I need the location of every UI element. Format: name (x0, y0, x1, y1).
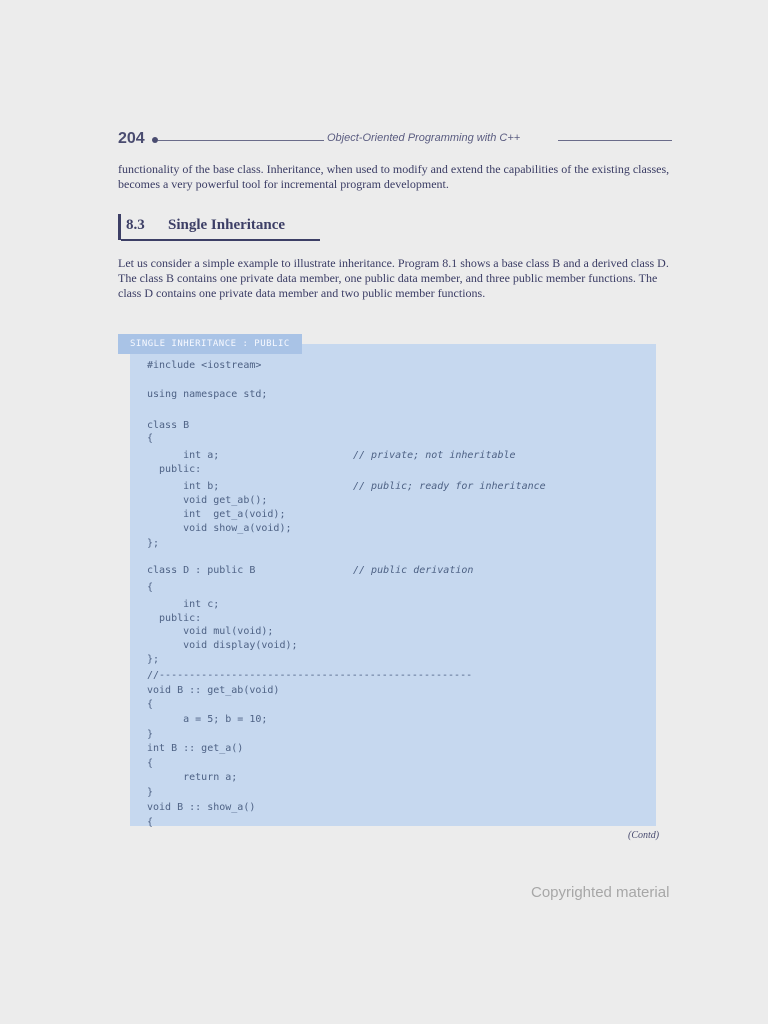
code-line (147, 538, 159, 549)
code-line (147, 360, 261, 371)
code-line (147, 787, 153, 798)
code-line (147, 495, 267, 506)
code-text: int c; (147, 599, 220, 610)
code-text: public: (147, 613, 202, 624)
code-text: }; (147, 654, 160, 665)
code-text: { (147, 433, 154, 444)
code-text: //---------------------------------------------------- (147, 670, 473, 681)
code-line (147, 670, 472, 681)
code-text: int a; (147, 450, 220, 461)
code-line (147, 433, 153, 444)
code-text: }; (147, 538, 160, 549)
code-comment: // private; not inheritable (353, 450, 516, 461)
section-number: 8.3 (126, 217, 145, 233)
code-text: void mul(void); (147, 626, 274, 637)
code-line (147, 729, 153, 740)
intro-paragraph: functionality of the base class. Inheritance, when used to modify and extend the capabilities of the existing classes, becomes a very powerful tool for incremental program development. (118, 162, 670, 191)
code-text: void display(void); (147, 640, 298, 651)
code-text: int B :: get_a() (147, 743, 244, 754)
code-line (147, 464, 201, 475)
section-heading-bar (118, 214, 121, 240)
header-rule (558, 140, 672, 141)
code-text: void B :: get_ab(void) (147, 685, 280, 696)
code-line (147, 714, 267, 725)
code-text: void show_a(void); (147, 523, 292, 534)
code-line (147, 582, 153, 593)
code-text: class D : public B (147, 565, 256, 576)
page-number: 204 (118, 130, 145, 147)
code-line (147, 389, 267, 400)
code-text: { (147, 582, 154, 593)
code-text: class B (147, 420, 190, 431)
code-comment: // public derivation (353, 565, 474, 576)
code-line (147, 685, 279, 696)
code-line (147, 802, 255, 813)
code-line (147, 509, 285, 520)
body-paragraph: Let us consider a simple example to illustrate inheritance. Program 8.1 shows a base class B and a derived class D. The class B contains one private data member, one public data member, and three public member functions. The class D contains one private data member and two public member functions. (118, 256, 669, 300)
code-line (147, 817, 153, 828)
section-heading-underline (121, 239, 320, 241)
continued-note: (Contd) (628, 830, 660, 841)
code-line (147, 613, 201, 624)
code-text: { (147, 699, 154, 710)
code-line (147, 481, 219, 492)
code-text: return a; (147, 772, 238, 783)
code-line (147, 450, 219, 461)
code-line (147, 565, 255, 576)
code-text: int get_a(void); (147, 509, 286, 520)
section-heading (118, 212, 322, 242)
code-text: int b; (147, 481, 220, 492)
code-line (147, 699, 153, 710)
running-header (118, 130, 672, 150)
code-comment: // public; ready for inheritance (353, 481, 546, 492)
code-text: #include <iostream> (147, 360, 262, 371)
copyright-watermark: Copyrighted material (531, 884, 670, 901)
code-text: public: (147, 464, 202, 475)
code-line (147, 523, 292, 534)
code-text: } (147, 729, 154, 740)
header-rule (158, 140, 324, 141)
code-text: { (147, 758, 154, 769)
code-text: { (147, 817, 154, 828)
section-title: Single Inheritance (168, 217, 286, 233)
code-text: void get_ab(); (147, 495, 268, 506)
code-line (147, 640, 298, 651)
code-text: } (147, 787, 154, 798)
code-line (147, 758, 153, 769)
code-line (147, 420, 189, 431)
running-title: Object-Oriented Programming with C++ (327, 132, 521, 144)
code-line (147, 772, 237, 783)
code-text: using namespace std; (147, 389, 268, 400)
code-line (147, 626, 273, 637)
code-text: void B :: show_a() (147, 802, 256, 813)
program-label: SINGLE INHERITANCE : PUBLIC (118, 334, 302, 354)
code-line (147, 743, 243, 754)
code-text: a = 5; b = 10; (147, 714, 268, 725)
code-line (147, 654, 159, 665)
code-line (147, 599, 219, 610)
